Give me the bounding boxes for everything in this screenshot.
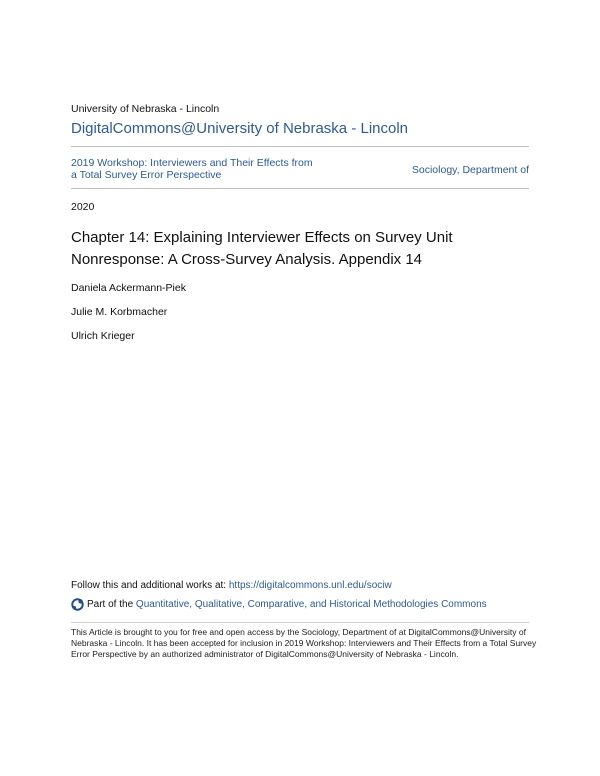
department-link[interactable]: Sociology, Department of (411, 164, 529, 176)
follow-line (71, 580, 392, 591)
repository-link[interactable]: DigitalCommons@University of Nebraska - Lincoln (71, 120, 409, 137)
document-title: Chapter 14: Explaining Interviewer Effects on Survey Unit Nonresponse: A Cross-Survey Analysis. Appendix 14 (71, 229, 453, 268)
author-name: Daniela Ackermann-Piek (71, 282, 186, 294)
divider (71, 622, 529, 623)
part-of-line (71, 598, 487, 611)
divider (71, 188, 529, 189)
divider (71, 146, 529, 147)
commons-network-icon (71, 598, 84, 611)
follow-url-link[interactable]: https://digitalcommons.unl.edu/sociw (228, 580, 392, 591)
institution-name: University of Nebraska - Lincoln (71, 103, 220, 115)
follow-label: Follow this and additional works at: (71, 580, 227, 591)
author-name: Julie M. Korbmacher (71, 306, 168, 318)
part-of-label: Part of the (87, 599, 134, 610)
author-name: Ulrich Krieger (71, 330, 135, 342)
publication-year: 2020 (71, 201, 95, 213)
series-link[interactable]: 2019 Workshop: Interviewers and Their Effects from a Total Survey Error Perspective (71, 157, 313, 181)
access-disclaimer: This Article is brought to you for free and open access by the Sociology, Department of at DigitalCommons@University of Nebraska - Lincoln. It has been accepted for inclusion in 2019 Workshop: Interviewers and Their Effects from a Total Survey Error Perspective by an authorized administrator of DigitalCommons@University of Nebraska - Lincoln. (71, 627, 537, 659)
commons-link[interactable]: Quantitative, Qualitative, Comparative, and Historical Methodologies Commons (135, 599, 487, 610)
